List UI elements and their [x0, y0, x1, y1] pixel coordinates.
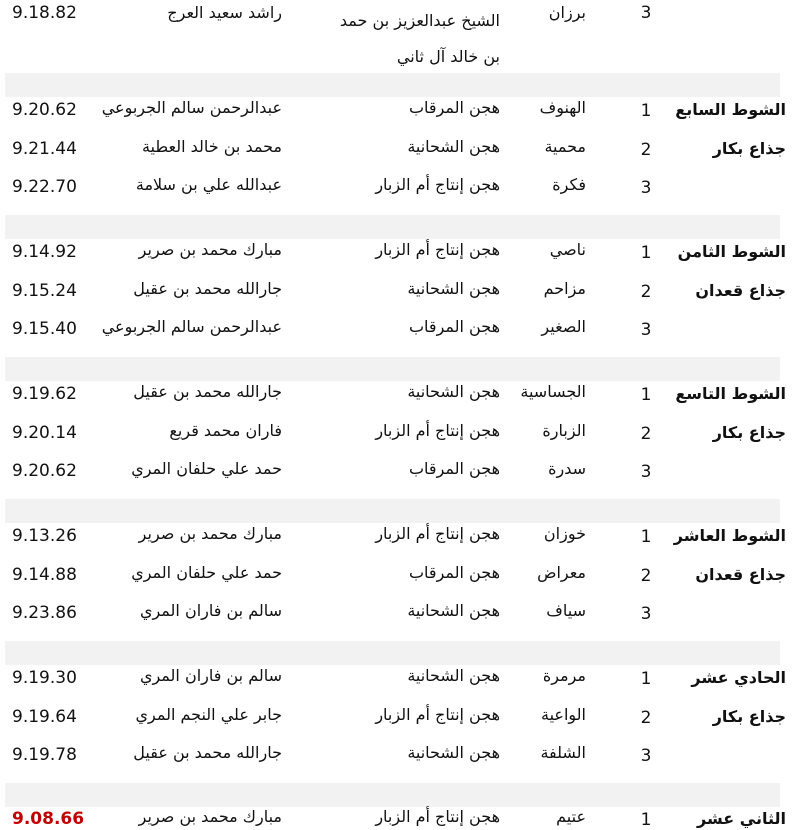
owner-name: حمد علي حلفان المري [131, 563, 282, 582]
rank-number: 1 [640, 810, 652, 830]
camel-name: الواعية [541, 705, 586, 724]
camel-name: ناصي [549, 240, 586, 259]
time-value: 9.20.14 [12, 423, 77, 443]
time-value: 9.13.26 [12, 526, 77, 546]
time-value: 9.08.66 [12, 809, 85, 829]
owner-name: مبارك محمد بن صرير [138, 240, 282, 259]
round-title: الشوط الثامن [677, 242, 786, 261]
time-value: 9.22.70 [12, 177, 77, 197]
time-value: 9.23.86 [12, 603, 77, 623]
team-name: هجن الشحانية [407, 279, 500, 298]
rank-number: 3 [640, 178, 652, 198]
team-name: الشيخ عبدالعزيز بن حمد بن خالد آل ثاني [339, 11, 500, 66]
round-title: الشوط التاسع [675, 384, 786, 403]
rank-number: 2 [640, 282, 652, 302]
camel-name: الجساسية [520, 382, 586, 401]
round-category: جذاع بكار [712, 139, 786, 158]
camel-name: عتيم [556, 807, 586, 826]
owner-name: فاران محمد قريع [169, 421, 282, 440]
owner-name: جارالله محمد بن عقيل [133, 382, 282, 401]
time-value: 9.19.64 [12, 707, 77, 727]
camel-name: الصغير [541, 317, 586, 336]
rank-number: 2 [640, 424, 652, 444]
camel-name: الهنوف [539, 98, 586, 117]
rank-number: 3 [640, 462, 652, 482]
rank-number: 3 [640, 746, 652, 766]
camel-name: سدرة [548, 459, 586, 478]
round-title: الثاني عشر [697, 809, 786, 828]
round-title: الشوط السابع [675, 100, 786, 119]
time-value: 9.15.24 [12, 281, 77, 301]
owner-name: جارالله محمد بن عقيل [133, 279, 282, 298]
round-title: الشوط العاشر [673, 526, 786, 545]
team-name: هجن إنتاج أم الزبار [375, 807, 500, 826]
rank-number: 3 [640, 604, 652, 624]
row-separator [5, 73, 780, 97]
owner-name: عبدالرحمن سالم الجربوعي [101, 98, 282, 117]
owner-name: مبارك محمد بن صرير [138, 524, 282, 543]
camel-name: الزبارة [542, 421, 586, 440]
row-separator [5, 499, 780, 523]
owner-name: عبدالله علي بن سلامة [135, 175, 282, 194]
rank-number: 2 [640, 708, 652, 728]
row-separator [5, 357, 780, 381]
team-name: هجن الشحانية [407, 137, 500, 156]
camel-name: خوزان [543, 524, 586, 543]
camel-name: مزاحم [543, 279, 586, 298]
time-value: 9.14.88 [12, 565, 77, 585]
rank-number: 2 [640, 140, 652, 160]
owner-name: حمد علي حلفان المري [131, 459, 282, 478]
owner-name: محمد بن خالد العطية [141, 137, 282, 156]
rank-number: 1 [640, 527, 652, 547]
team-name: هجن إنتاج أم الزبار [375, 421, 500, 440]
camel-name: برزان [548, 3, 586, 22]
time-value: 9.20.62 [12, 461, 77, 481]
time-value: 9.18.82 [12, 3, 77, 23]
owner-name: جارالله محمد بن عقيل [133, 743, 282, 762]
team-name: هجن المرقاب [408, 98, 500, 117]
rank-number: 1 [640, 669, 652, 689]
team-name: هجن الشحانية [407, 601, 500, 620]
time-value: 9.14.92 [12, 242, 77, 262]
team-name: هجن الشحانية [407, 382, 500, 401]
round-category: جذاع قعدان [695, 565, 786, 584]
time-value: 9.19.78 [12, 745, 77, 765]
time-value: 9.19.62 [12, 384, 77, 404]
team-name: هجن المرقاب [408, 459, 500, 478]
team-name: هجن إنتاج أم الزبار [375, 524, 500, 543]
owner-name: راشد سعيد العرج [167, 3, 282, 22]
row-separator [5, 641, 780, 665]
camel-name: سياف [546, 601, 586, 620]
round-category: جذاع بكار [712, 707, 786, 726]
team-name: هجن إنتاج أم الزبار [375, 240, 500, 259]
camel-name: مرمرة [542, 666, 586, 685]
round-title: الحادي عشر [691, 668, 786, 687]
round-category: جذاع قعدان [695, 281, 786, 300]
camel-name: محمية [544, 137, 586, 156]
owner-name: سالم بن فاران المري [139, 666, 282, 685]
team-name: هجن المرقاب [408, 317, 500, 336]
rank-number: 2 [640, 566, 652, 586]
rank-number: 3 [640, 320, 652, 340]
camel-name: فكرة [552, 175, 586, 194]
camel-name: الشلفة [540, 743, 586, 762]
owner-name: سالم بن فاران المري [139, 601, 282, 620]
rank-number: 1 [640, 101, 652, 121]
owner-name: عبدالرحمن سالم الجربوعي [101, 317, 282, 336]
round-category: جذاع بكار [712, 423, 786, 442]
rank-number: 1 [640, 243, 652, 263]
rank-number: 1 [640, 385, 652, 405]
team-name: هجن الشحانية [407, 743, 500, 762]
team-name: هجن إنتاج أم الزبار [375, 175, 500, 194]
time-value: 9.15.40 [12, 319, 77, 339]
owner-name: مبارك محمد بن صرير [138, 807, 282, 826]
row-separator [5, 783, 780, 807]
row-separator [5, 215, 780, 239]
team-name: هجن إنتاج أم الزبار [375, 705, 500, 724]
time-value: 9.20.62 [12, 100, 77, 120]
time-value: 9.21.44 [12, 139, 77, 159]
team-name: هجن الشحانية [407, 666, 500, 685]
time-value: 9.19.30 [12, 668, 77, 688]
team-name: هجن المرقاب [408, 563, 500, 582]
owner-name: جابر علي النجم المري [135, 705, 282, 724]
camel-name: معراض [537, 563, 586, 582]
rank-number: 3 [640, 3, 652, 23]
